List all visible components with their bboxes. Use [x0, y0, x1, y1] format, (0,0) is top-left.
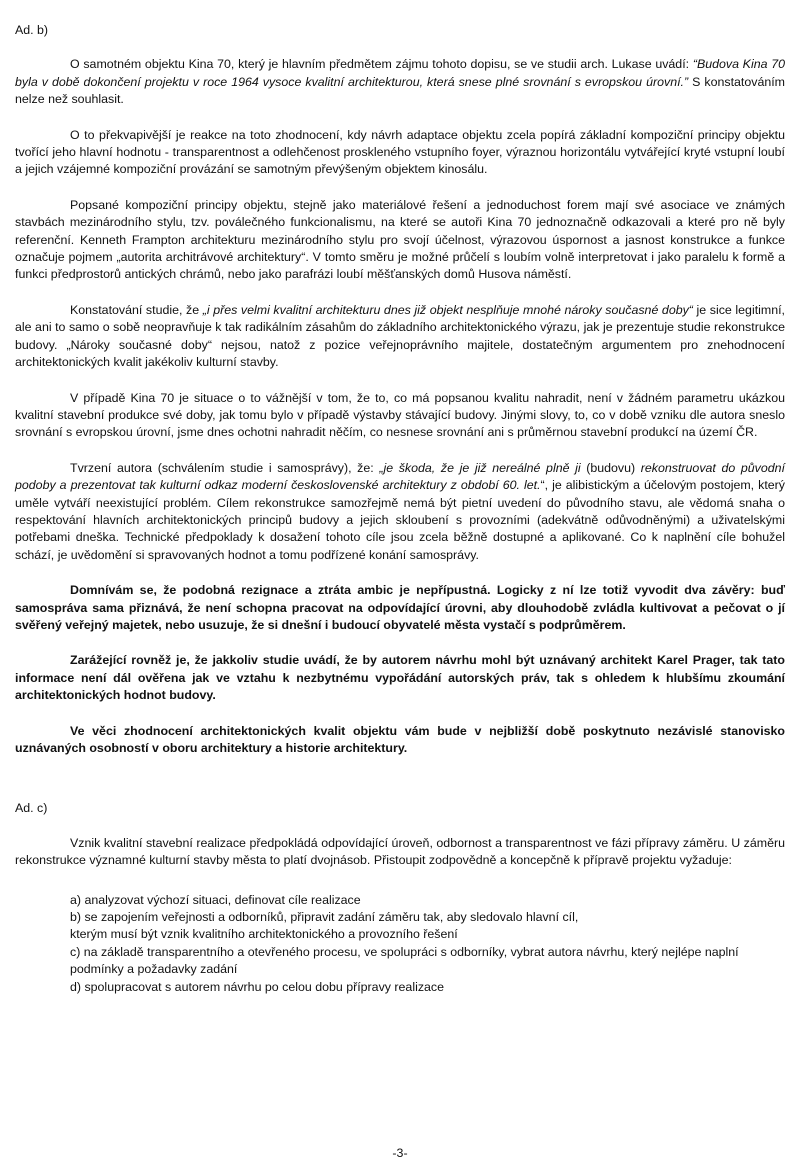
paragraph-b4-quote: „i přes velmi kvalitní architekturu dnes již objekt nesplňuje mnohé nároky současné doby“ — [202, 302, 693, 317]
section-b-heading: Ad. b) — [15, 23, 49, 37]
page-number: -3- — [392, 1146, 408, 1160]
paragraph-b7: Domnívám se, že podobná rezignace a ztráta ambic je nepřípustná. Logicky z ní lze totiž vyvodit dva závěry: buď samospráva sama přiznává, že není schopna pracovat na odpovídající úrovni, aby dlouhodobě zvládla kultivovat a pečovat o jí svěřený veřejný majetek, nebo usuzuje, že si dnešní i budoucí obyvatelé města vystačí s podprůměrem. — [15, 583, 785, 632]
paragraph-b1-quote: “Budova Kina 70 byla v době dokončení projektu v roce 1964 vysoce kvalitní architekturou, která snese plné srovnání s evropskou úrovní.” — [15, 57, 785, 89]
paragraph-b1 — [15, 56, 785, 108]
paragraph-b9: Ve věci zhodnocení architektonických kvalit objektu vám bude v nejbližší době poskytnuto nezávislé stanovisko uznávaných osobností v oboru architektury a historie architektury. — [15, 723, 785, 755]
paragraph-b6-mid: (budovu) — [580, 460, 641, 475]
paragraph-b6-quote-1: „je škoda, že je již nereálné plně ji — [379, 460, 581, 475]
requirements-list — [15, 892, 785, 996]
paragraph-b8: Zarážející rovněž je, že jakkoliv studie uvádí, že by autorem návrhu mohl být uznávaný architekt Karel Prager, tak tato informace není dál ověřena jak ve vztahu k nezbytnému vypořádání autorských práv, tak s ohledem k hlubšímu zkoumání architektonických hodnot budovy. — [15, 653, 785, 703]
paragraph-b6-tail: “, je alibistickým a účelovým postojem, který uměle vytváří neexistující problém. Cílem rekonstrukce samozřejmě nemá být pietní uvedení do původního stavu, ale vědomá snaha o respektování hlavních architektonických principů budovy a jejich skloubení s provozními (adekvátně odůvodněnými) a uživatelskými potřebami dneška. Technické předpoklady k dosažení tohoto cíle jsou zcela běžně dostupné a aplikované. Co k naplnění cíle bohužel schází, je uvědomění si spravovaných hodnot a tomu podřízené konání samosprávy. — [15, 478, 785, 562]
paragraph-b4-text: Konstatování studie, že — [70, 302, 203, 317]
section-c-heading: Ad. c) — [15, 801, 48, 816]
list-item: d) spolupracovat s autorem návrhu po celou dobu přípravy realizace — [70, 979, 444, 994]
list-item: a) analyzovat výchozí situaci, definovat cíle realizace — [70, 892, 361, 907]
list-item: kterým musí být vznik kvalitního architektonického a provozního řešení — [70, 927, 458, 942]
section-spacer — [15, 775, 785, 800]
paragraph-b1-text: O samotném objektu Kina 70, který je hlavním předmětem zájmu tohoto dopisu, se ve studii arch. Lukase uvádí: — [70, 57, 693, 72]
list-item: b) se zapojením veřejnosti a odborníků, připravit zadání záměru tak, aby sledovalo hlavní cíl, — [70, 910, 579, 925]
paragraph-b4 — [15, 302, 785, 372]
paragraph-c-intro: Vznik kvalitní stavební realizace předpokládá odpovídající úroveň, odbornost a transparentnost ve fázi přípravy záměru. U záměru rekonstrukce významné kulturní stavby města to platí dvojnásob. Přistoupit zodpovědně a koncepčně k přípravě projektu vyžaduje: — [15, 835, 785, 868]
paragraph-b6 — [15, 460, 785, 564]
paragraph-b6-quote-2: rekonstruovat do původní podoby a prezentovat tak kulturní odkaz moderní československé architektury z období 60. let. — [15, 460, 785, 493]
paragraph-b2: O to překvapivější je reakce na toto zhodnocení, kdy návrh adaptace objektu zcela popírá základní kompoziční principy objektu tvořící jeho hlavní hodnotu - transparentnost a odlehčenost proskleného vstupního foyer, výraznou horizontálu vytvářející kryté vstupní loubí a jejich vzájemné kompoziční provázání se samotným převýšeným objektem kinosálu. — [15, 127, 785, 177]
paragraph-b4-tail: je sice legitimní, ale ani to samo o sobě neopravňuje k tak radikálním zásahům do základního architektonického výrazu, jak je prezentuje studie rekonstrukce budovy. „Nároky současné doby“ nejsou, natož z pozice veřejnoprávního majitele, dostatečným argumentem pro znehodnocení architektonických kvalit jakékoliv kulturní stavby. — [15, 302, 785, 370]
document-page — [15, 22, 785, 996]
paragraph-b6-text: Tvrzení autora (schválením studie i samosprávy), že: — [70, 460, 380, 475]
list-item: c) na základě transparentního a otevřeného procesu, ve spolupráci s odborníky, vybrat autora návrhu, který nejlépe naplní podmínky a požadavky zadání — [70, 944, 739, 977]
paragraph-b3: Popsané kompoziční principy objektu, stejně jako materiálové řešení a jednoduchost forem mají své asociace ve známých stavbách mezinárodního stylu, tzv. poválečného funkcionalismu, na které se autoři Kina 70 jednoznačně odkazovali a které pro ně byly referenční. Kenneth Frampton architekturu mezinárodního stylu pro svojí účelnost, výrazovou úspornost a jasnost konstrukce a funkce označuje pojmem „autorita architrávové architektury“. V tomto směru je možné průčelí s loubím volně interpretovat i jako paralelu k formě a funkci předprostorů antických chrámů, nebo jako parafrázi loubí měšťanských domů Husova náměstí. — [15, 197, 785, 282]
paragraph-b1-tail: S konstatováním nelze než souhlasit. — [15, 74, 785, 107]
paragraph-b5: V případě Kina 70 je situace o to vážnější v tom, že to, co má popsanou kvalitu nahradit, není v žádném parametru ukázkou kvalitní stavební produkce své doby, jak tomu bylo v případě výstavby stávající budovy. Jinými slovy, to, co v době vzniku dle autora sneslo srovnání s evropskou úrovní, jsme dnes ochotni nahradit něčím, co nesnese srovnání ani s průměrnou stavební produkcí na území ČR. — [15, 390, 785, 440]
